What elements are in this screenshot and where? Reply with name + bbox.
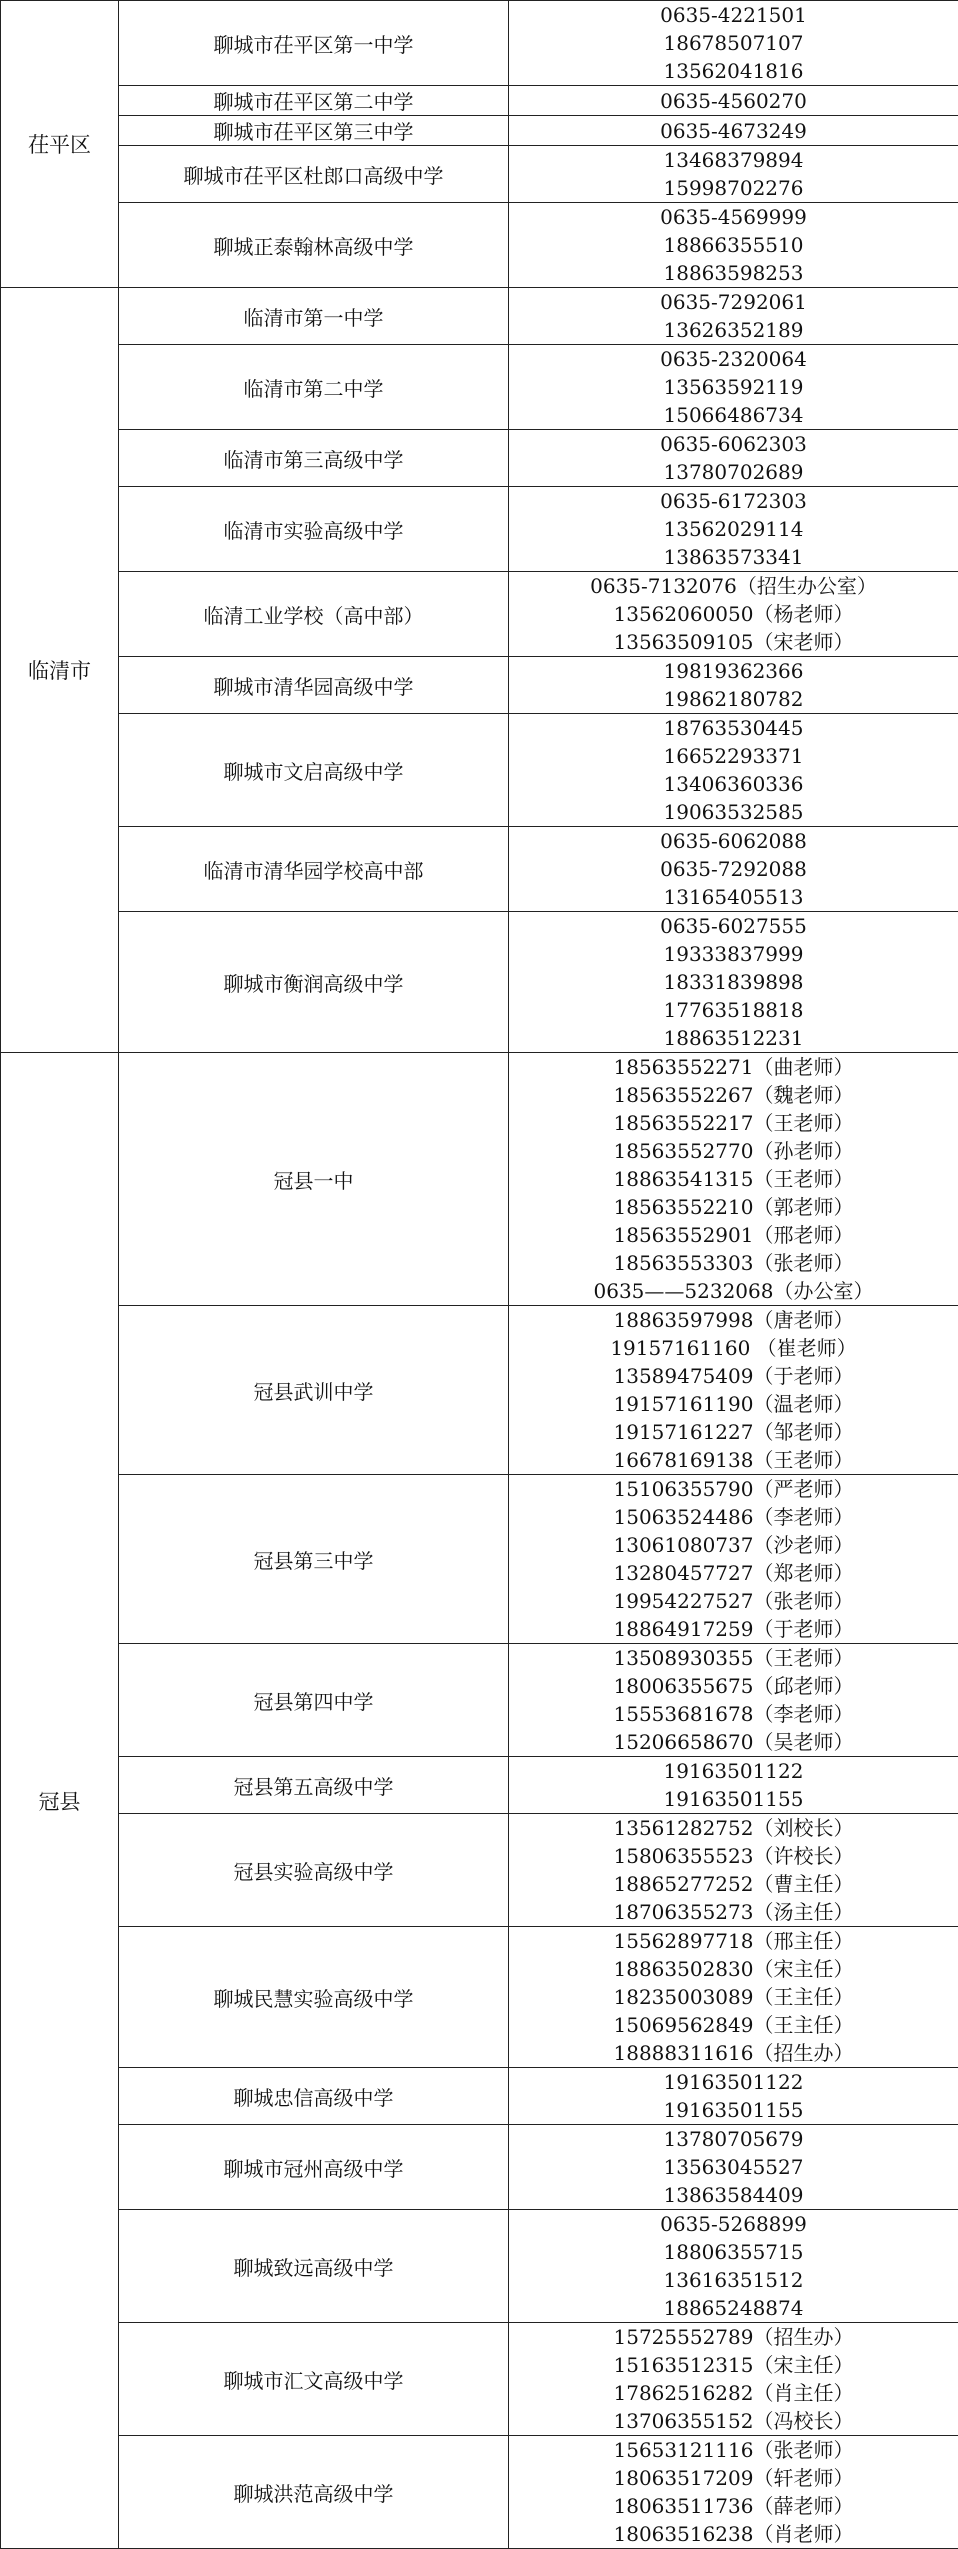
phone-list-cell — [509, 1814, 958, 1927]
phone-number: 0635-4569999 — [509, 203, 958, 231]
phone-list-cell — [509, 714, 958, 827]
phone-number: 13616351512 — [509, 2266, 958, 2294]
phone-number: 13562060050（杨老师） — [509, 600, 958, 628]
table-row — [1, 1053, 958, 1306]
phone-number: 18563552271（曲老师） — [509, 1053, 958, 1081]
phone-number: 15562897718（邢主任） — [509, 1927, 958, 1955]
table-row — [1, 1644, 958, 1757]
table-row — [1, 288, 958, 345]
table-row — [1, 1814, 958, 1927]
phone-number: 0635-6027555 — [509, 912, 958, 940]
phone-list-cell — [509, 1053, 958, 1306]
school-name-cell: 聊城市文启高级中学 — [119, 714, 509, 827]
phone-number: 15206658670（吴老师） — [509, 1728, 958, 1756]
phone-list-cell — [509, 572, 958, 657]
phone-number: 0635-7292061 — [509, 288, 958, 316]
phone-list-cell — [509, 827, 958, 912]
school-name-cell: 临清市实验高级中学 — [119, 487, 509, 572]
phone-number: 13406360336 — [509, 770, 958, 798]
phone-number: 13562041816 — [509, 57, 958, 85]
phone-number: 18865277252（曹主任） — [509, 1870, 958, 1898]
phone-list-cell — [509, 203, 958, 288]
table-row — [1, 827, 958, 912]
phone-number: 13780702689 — [509, 458, 958, 486]
table-row — [1, 487, 958, 572]
phone-number: 13626352189 — [509, 316, 958, 344]
phone-number: 13508930355（王老师） — [509, 1644, 958, 1672]
phone-list-cell — [509, 2125, 958, 2210]
phone-number: 13563592119 — [509, 373, 958, 401]
phone-list-cell — [509, 2436, 958, 2549]
phone-number: 19163501122 — [509, 2068, 958, 2096]
phone-number: 15063524486（李老师） — [509, 1503, 958, 1531]
phone-number: 19157161190（温老师） — [509, 1390, 958, 1418]
phone-list-cell — [509, 345, 958, 430]
phone-number: 15553681678（李老师） — [509, 1700, 958, 1728]
phone-number: 18563552901（邢老师） — [509, 1221, 958, 1249]
phone-number: 19163501155 — [509, 2096, 958, 2124]
phone-number: 13706355152（冯校长） — [509, 2407, 958, 2435]
phone-number: 0635-6062088 — [509, 827, 958, 855]
phone-number: 16678169138（王老师） — [509, 1446, 958, 1474]
phone-number: 13165405513 — [509, 883, 958, 911]
phone-list-cell — [509, 657, 958, 714]
phone-number: 18863598253 — [509, 259, 958, 287]
phone-number: 16652293371 — [509, 742, 958, 770]
school-name-cell: 聊城民慧实验高级中学 — [119, 1927, 509, 2068]
school-name-cell: 临清市第二中学 — [119, 345, 509, 430]
phone-number: 0635-4673249 — [509, 117, 958, 145]
phone-number: 18563553303（张老师） — [509, 1249, 958, 1277]
phone-number: 19063532585 — [509, 798, 958, 826]
phone-list-cell — [509, 288, 958, 345]
phone-number: 15163512315（宋主任） — [509, 2351, 958, 2379]
table-row — [1, 2125, 958, 2210]
phone-number: 15653121116（张老师） — [509, 2436, 958, 2464]
phone-number: 0635-4560270 — [509, 87, 958, 115]
table-row — [1, 2210, 958, 2323]
phone-number: 18563552770（孙老师） — [509, 1137, 958, 1165]
phone-number: 13561282752（刘校长） — [509, 1814, 958, 1842]
phone-list-cell — [509, 2210, 958, 2323]
school-name-cell: 聊城市茌平区第三中学 — [119, 116, 509, 146]
phone-number: 18006355675（邱老师） — [509, 1672, 958, 1700]
phone-list-cell — [509, 1306, 958, 1475]
district-cell: 茌平区 — [1, 1, 119, 288]
school-name-cell: 冠县实验高级中学 — [119, 1814, 509, 1927]
phone-number: 13563509105（宋老师） — [509, 628, 958, 656]
phone-number: 18864917259（于老师） — [509, 1615, 958, 1643]
school-name-cell: 临清工业学校（高中部） — [119, 572, 509, 657]
phone-list-cell — [509, 1644, 958, 1757]
district-cell: 临清市 — [1, 288, 119, 1053]
phone-number: 13780705679 — [509, 2125, 958, 2153]
phone-number: 18763530445 — [509, 714, 958, 742]
phone-list-cell — [509, 1757, 958, 1814]
school-name-cell: 聊城市冠州高级中学 — [119, 2125, 509, 2210]
school-name-cell: 冠县第三中学 — [119, 1475, 509, 1644]
phone-number: 18235003089（王主任） — [509, 1983, 958, 2011]
table-row — [1, 912, 958, 1053]
school-name-cell: 冠县第四中学 — [119, 1644, 509, 1757]
school-name-cell: 聊城洪范高级中学 — [119, 2436, 509, 2549]
phone-number: 18863597998（唐老师） — [509, 1306, 958, 1334]
school-name-cell: 冠县武训中学 — [119, 1306, 509, 1475]
school-name-cell: 聊城忠信高级中学 — [119, 2068, 509, 2125]
table-row — [1, 430, 958, 487]
phone-number: 18063517209（轩老师） — [509, 2464, 958, 2492]
table-row — [1, 714, 958, 827]
school-name-cell: 聊城致远高级中学 — [119, 2210, 509, 2323]
phone-list-cell — [509, 1, 958, 86]
school-name-cell: 聊城市茌平区第一中学 — [119, 1, 509, 86]
phone-number: 15106355790（严老师） — [509, 1475, 958, 1503]
phone-list-cell — [509, 1475, 958, 1644]
phone-number: 13563045527 — [509, 2153, 958, 2181]
school-name-cell: 冠县第五高级中学 — [119, 1757, 509, 1814]
phone-number: 18863512231 — [509, 1024, 958, 1052]
phone-number: 13061080737（沙老师） — [509, 1531, 958, 1559]
phone-number: 0635——5232068（办公室） — [509, 1277, 958, 1305]
phone-list-cell — [509, 487, 958, 572]
phone-number: 18863502830（宋主任） — [509, 1955, 958, 1983]
phone-number: 0635-2320064 — [509, 345, 958, 373]
phone-number: 18888311616（招生办） — [509, 2039, 958, 2067]
phone-number: 15806355523（许校长） — [509, 1842, 958, 1870]
phone-number: 18865248874 — [509, 2294, 958, 2322]
phone-number: 19157161160 （崔老师） — [509, 1334, 958, 1362]
phone-number: 0635-5268899 — [509, 2210, 958, 2238]
phone-list-cell — [509, 1927, 958, 2068]
table-row — [1, 86, 958, 116]
phone-number: 18063516238（肖老师） — [509, 2520, 958, 2548]
school-name-cell: 聊城市衡润高级中学 — [119, 912, 509, 1053]
table-row — [1, 116, 958, 146]
phone-number: 13863584409 — [509, 2181, 958, 2209]
district-cell: 冠县 — [1, 1053, 119, 2549]
table-row — [1, 1927, 958, 2068]
phone-number: 18678507107 — [509, 29, 958, 57]
phone-number: 0635-6062303 — [509, 430, 958, 458]
table-row — [1, 345, 958, 430]
phone-number: 0635-7292088 — [509, 855, 958, 883]
phone-list-cell — [509, 116, 958, 146]
phone-number: 15066486734 — [509, 401, 958, 429]
phone-number: 18863541315（王老师） — [509, 1165, 958, 1193]
table-row — [1, 2323, 958, 2436]
phone-number: 18563552210（郭老师） — [509, 1193, 958, 1221]
phone-list-cell — [509, 2323, 958, 2436]
table-row — [1, 1475, 958, 1644]
phone-list-cell — [509, 912, 958, 1053]
school-name-cell: 聊城市汇文高级中学 — [119, 2323, 509, 2436]
school-name-cell: 聊城市茌平区杜郎口高级中学 — [119, 146, 509, 203]
phone-number: 13863573341 — [509, 543, 958, 571]
phone-number: 0635-7132076（招生办公室） — [509, 572, 958, 600]
table-row — [1, 572, 958, 657]
phone-number: 18563552267（魏老师） — [509, 1081, 958, 1109]
school-name-cell: 临清市第一中学 — [119, 288, 509, 345]
phone-number: 19862180782 — [509, 685, 958, 713]
phone-number: 13562029114 — [509, 515, 958, 543]
phone-number: 19163501122 — [509, 1757, 958, 1785]
phone-number: 18706355273（汤主任） — [509, 1898, 958, 1926]
phone-number: 19157161227（邹老师） — [509, 1418, 958, 1446]
phone-list-cell — [509, 86, 958, 116]
phone-number: 19954227527（张老师） — [509, 1587, 958, 1615]
school-name-cell: 聊城市茌平区第二中学 — [119, 86, 509, 116]
phone-list-cell — [509, 146, 958, 203]
table-row — [1, 657, 958, 714]
phone-number: 13280457727（郑老师） — [509, 1559, 958, 1587]
phone-number: 19163501155 — [509, 1785, 958, 1813]
phone-number: 18063511736（薛老师） — [509, 2492, 958, 2520]
phone-number: 18563552217（王老师） — [509, 1109, 958, 1137]
table-row — [1, 2436, 958, 2549]
phone-number: 18806355715 — [509, 2238, 958, 2266]
phone-number: 15069562849（王主任） — [509, 2011, 958, 2039]
phone-number: 18866355510 — [509, 231, 958, 259]
table-row — [1, 203, 958, 288]
phone-list-cell — [509, 430, 958, 487]
phone-number: 19819362366 — [509, 657, 958, 685]
phone-number: 17862516282（肖主任） — [509, 2379, 958, 2407]
school-name-cell: 临清市第三高级中学 — [119, 430, 509, 487]
phone-list-cell — [509, 2068, 958, 2125]
phone-number: 15998702276 — [509, 174, 958, 202]
phone-number: 0635-6172303 — [509, 487, 958, 515]
phone-number: 0635-4221501 — [509, 1, 958, 29]
phone-number: 17763518818 — [509, 996, 958, 1024]
school-name-cell: 聊城正泰翰林高级中学 — [119, 203, 509, 288]
phone-number: 13468379894 — [509, 146, 958, 174]
table-row — [1, 146, 958, 203]
phone-number: 13589475409（于老师） — [509, 1362, 958, 1390]
table-row — [1, 1306, 958, 1475]
table-row — [1, 1, 958, 86]
school-name-cell: 聊城市清华园高级中学 — [119, 657, 509, 714]
school-name-cell: 临清市清华园学校高中部 — [119, 827, 509, 912]
table-row — [1, 2068, 958, 2125]
school-name-cell: 冠县一中 — [119, 1053, 509, 1306]
phone-number: 15725552789（招生办） — [509, 2323, 958, 2351]
phone-number: 19333837999 — [509, 940, 958, 968]
table-row — [1, 1757, 958, 1814]
phone-number: 18331839898 — [509, 968, 958, 996]
